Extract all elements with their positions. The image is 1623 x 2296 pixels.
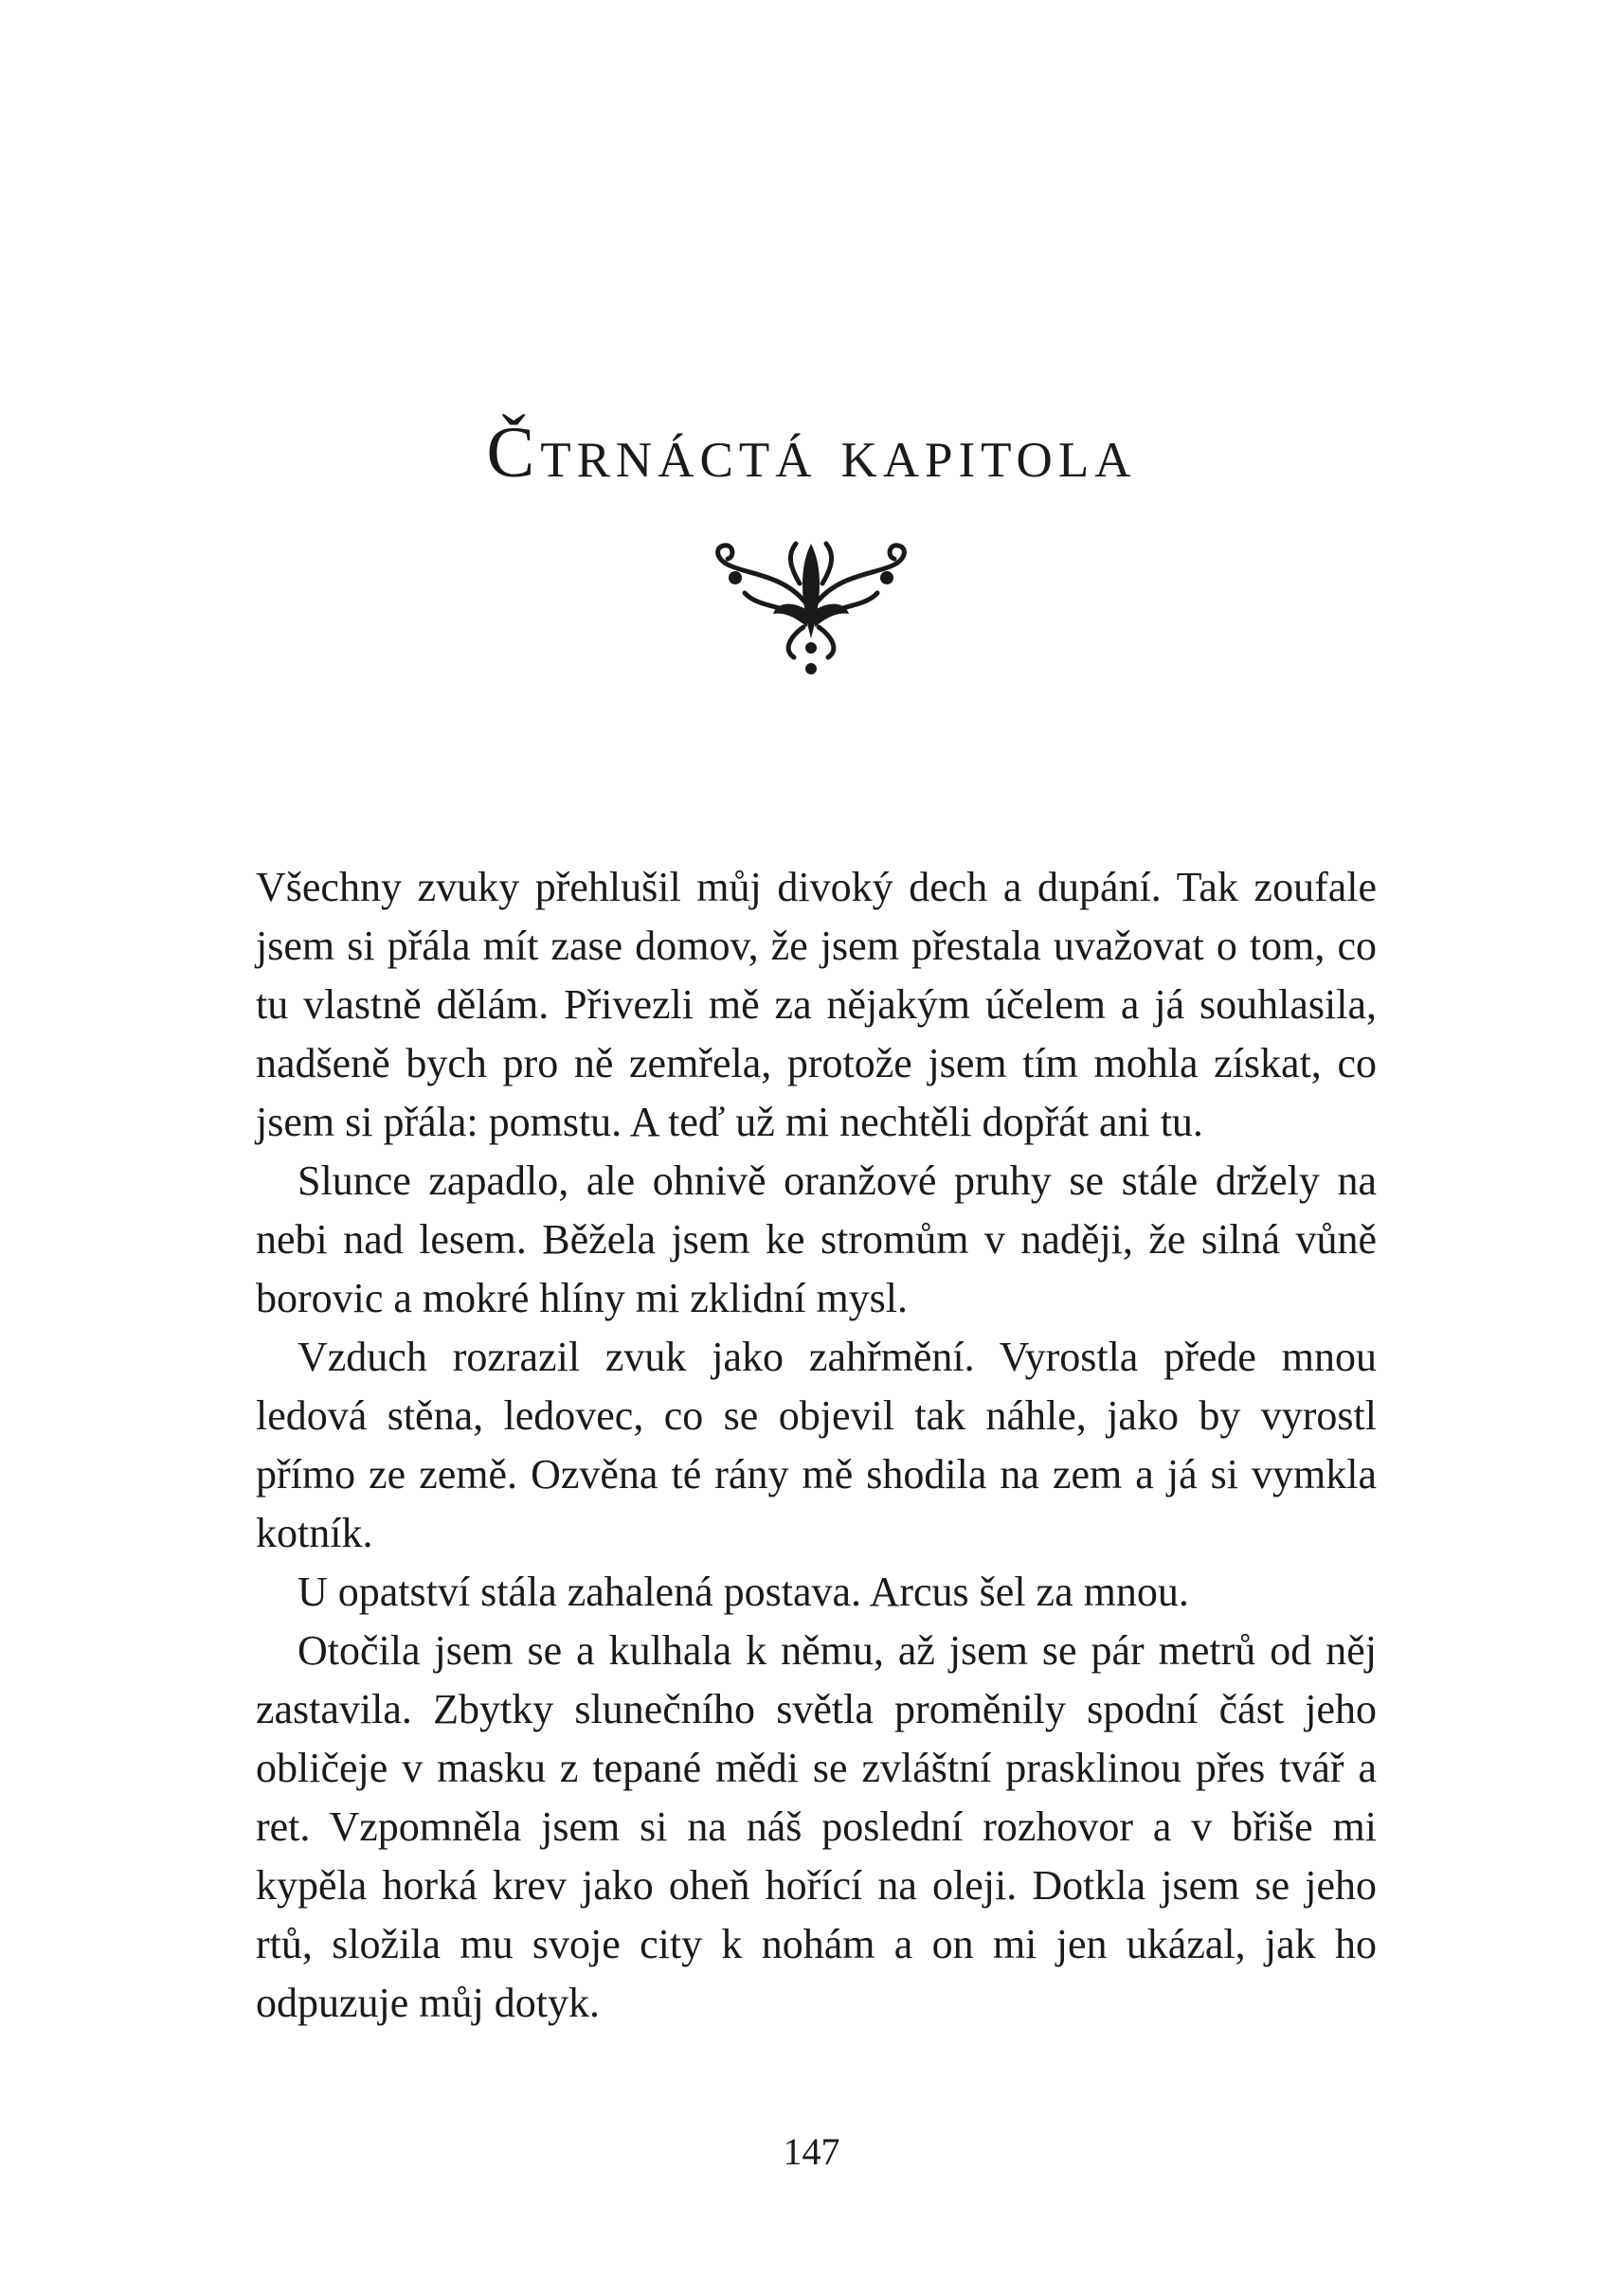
body-text (256, 858, 1377, 2033)
paragraph: Slunce zapadlo, ale ohnivě oranžové pruhy se stále držely na nebi nad lesem. Běžela jsem ke stromům v naději, že silná vůně borovic a mokré hlíny mi zklidní mysl. (256, 1157, 1377, 1321)
paragraph: Všechny zvuky přehlušil můj divoký dech a dupání. Tak zoufale jsem si přála mít zase domov, že jsem přestala uvažovat o tom, co tu vlastně dělám. Přivezli mě za nějakým účelem a já souhlasila, nadšeně bych pro ně zemřela, protože jsem tím mohla získat, co jsem si přála: pomstu. A teď už mi nechtěli dopřát ani tu. (256, 864, 1377, 1145)
paragraph: Otočila jsem se a kulhala k němu, až jsem se pár metrů od něj zastavila. Zbytky slunečního světla proměnily spodní část jeho obličeje v masku z tepané mědi se zvláštní prasklinou přes tvář a ret. Vzpomněla jsem si na náš poslední rozhovor a v břiše mi kypěla horká krev jako oheň hořící na oleji. Dotkla jsem se jeho rtů, složila mu svoje city k nohám a on mi jen ukázal, jak ho odpuzuje můj dotyk. (256, 1627, 1377, 2026)
chapter-title: Čtrnáctá kapitola (486, 413, 1137, 493)
paragraph: U opatství stála zahalená postava. Arcus šel za mnou. (298, 1569, 1189, 1615)
paragraph: Vzduch rozrazil zvuk jako zahřmění. Vyrostla přede mnou ledová stěna, ledovec, co se objevil tak náhle, jako by vyrostl přímo ze země. Ozvěna té rány mě shodila na zem a já si vymkla kotník. (256, 1334, 1377, 1556)
page-number: 147 (783, 2130, 840, 2173)
fleuron-icon (707, 536, 915, 678)
